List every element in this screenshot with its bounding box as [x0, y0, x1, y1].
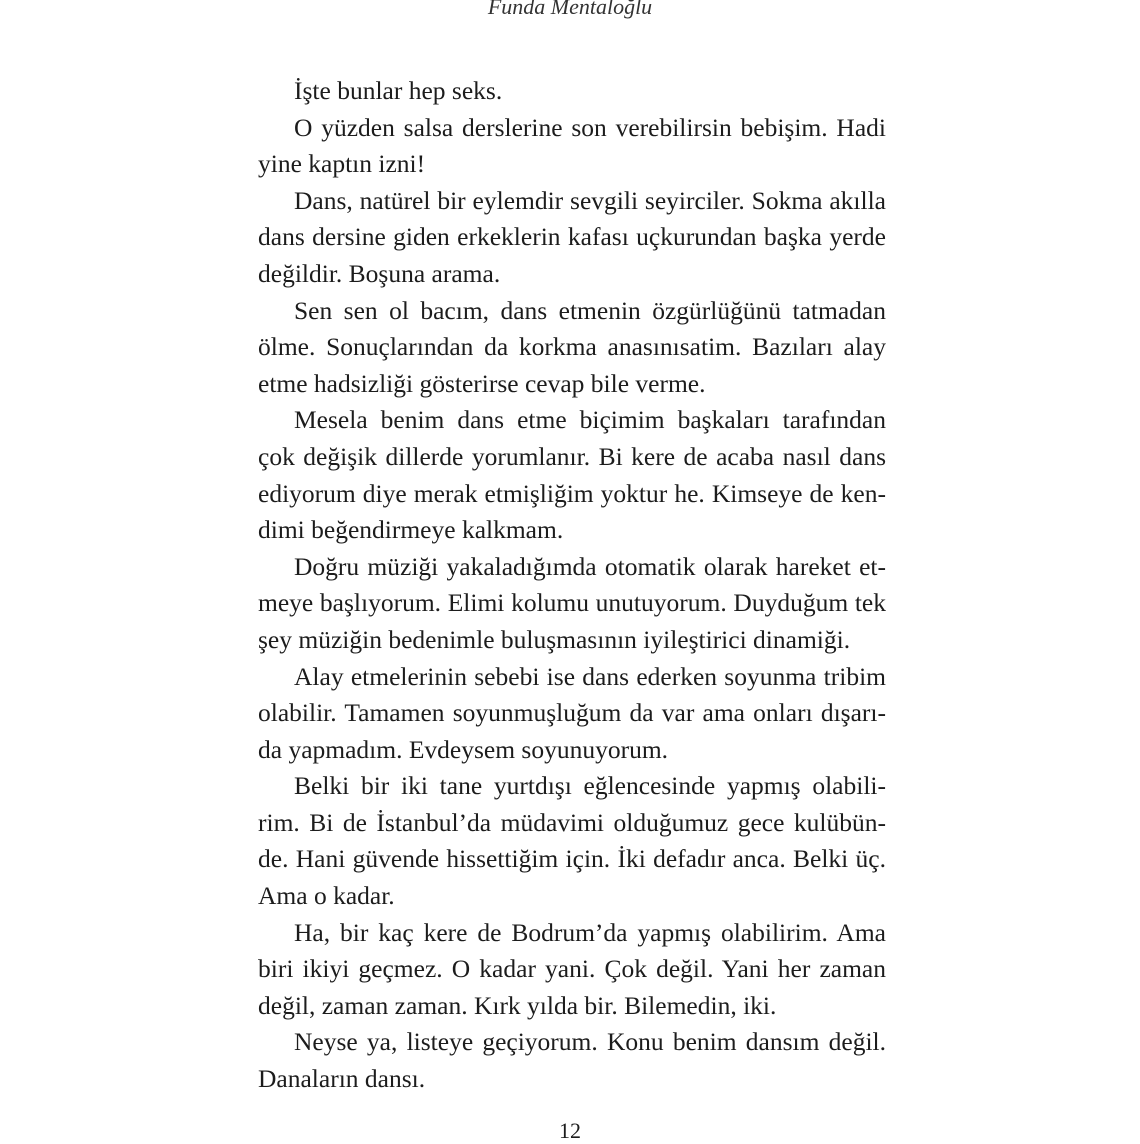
paragraph-line: ediyorum diye merak etmişliğim yoktur he. Kimseye de ken- — [258, 478, 886, 508]
paragraph-line: Alay etmelerinin sebebi ise dans ederken soyunma tribim — [294, 661, 886, 691]
running-head-author: Funda Mentaloğlu — [487, 0, 653, 19]
paragraph-line: dimi beğendirmeye kalkmam. — [258, 515, 564, 545]
paragraph-line: O yüzden salsa derslerine son verebilirsin bebişim. Hadi — [294, 112, 886, 142]
paragraph-line: dans dersine giden erkeklerin kafası uçkurundan başka yerde — [258, 222, 886, 252]
paragraph-line: ölme. Sonuçlarından da korkma anasınısatim. Bazıları alay — [258, 332, 886, 362]
paragraph-line: olabilir. Tamamen soyunmuşluğum da var ama onları dışarı- — [258, 698, 886, 728]
paragraph-line: çok değişik dillerde yorumlanır. Bi kere de acaba nasıl dans — [258, 441, 886, 471]
paragraph-line: Dans, natürel bir eylemdir sevgili seyirciler. Sokma akılla — [294, 185, 886, 215]
paragraph-line: Mesela benim dans etme biçimim başkaları tarafından — [294, 405, 886, 435]
paragraph-line: yine kaptın izni! — [258, 149, 426, 179]
paragraph-line: Doğru müziği yakaladığımda otomatik olarak hareket et- — [294, 551, 886, 581]
paragraph-line: Sen sen ol bacım, dans etmenin özgürlüğünü tatmadan — [294, 295, 886, 325]
paragraph-line: da yapmadım. Evdeysem soyunuyorum. — [258, 734, 669, 764]
paragraph-line: Neyse ya, listeye geçiyorum. Konu benim dansım değil. — [294, 1027, 886, 1057]
paragraph-line: meye başlıyorum. Elimi kolumu unutuyorum. Duyduğum tek — [258, 588, 886, 618]
body-text — [258, 73, 886, 1098]
paragraph-line: Danaların dansı. — [258, 1064, 426, 1094]
paragraph-line: İşte bunlar hep seks. — [294, 76, 503, 105]
paragraph-line: Belki bir iki tane yurtdışı eğlencesinde yapmış olabili- — [294, 771, 886, 801]
paragraph-line: değil, zaman zaman. Kırk yılda bir. Bilemedin, iki. — [258, 990, 777, 1020]
paragraph-line: Ama o kadar. — [258, 881, 395, 911]
page-number: 12 — [559, 1118, 581, 1143]
paragraph-line: değildir. Boşuna arama. — [258, 258, 501, 288]
paragraph-line: Ha, bir kaç kere de Bodrum’da yapmış olabilirim. Ama — [294, 917, 886, 947]
paragraph-line: de. Hani güvende hissettiğim için. İki defadır anca. Belki üç. — [258, 844, 886, 874]
paragraph-line: biri ikiyi geçmez. O kadar yani. Çok değil. Yani her zaman — [258, 954, 886, 984]
paragraph-line: etme hadsizliği gösterirse cevap bile verme. — [258, 368, 706, 398]
paragraph-line: şey müziğin bedenimle buluşmasının iyileştirici dinamiği. — [258, 624, 851, 654]
paragraph-line: rim. Bi de İstanbul’da müdavimi olduğumuz gece kulübün- — [258, 807, 886, 837]
